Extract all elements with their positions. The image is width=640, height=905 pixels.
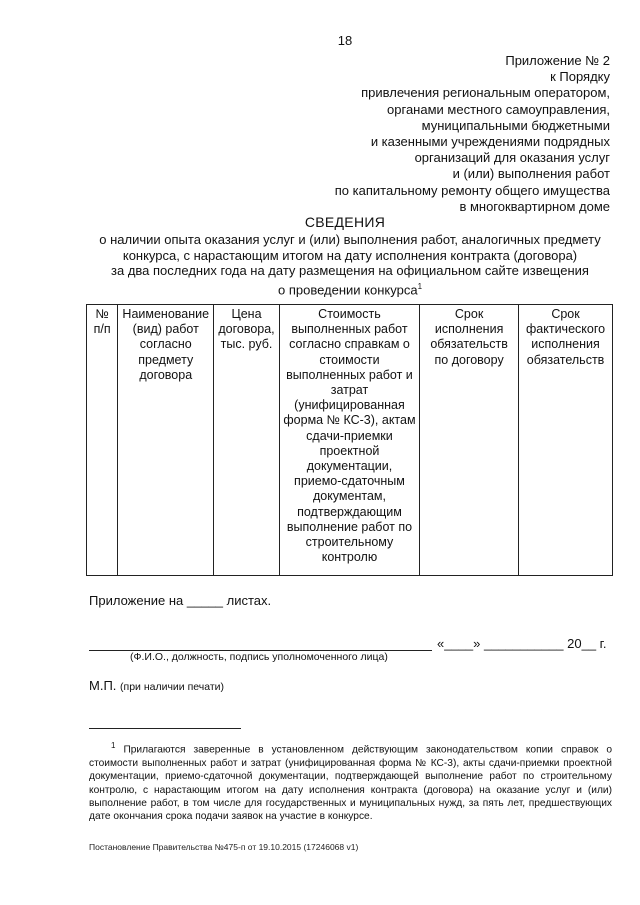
appendix-line: по капитальному ремонту общего имущества: [334, 182, 610, 198]
header-contract-price: Цена договора, тыс. руб.: [214, 305, 280, 576]
appendix-line: организаций для оказания услуг: [414, 150, 610, 166]
appendix-line: муниципальными бюджетными: [421, 117, 610, 133]
footnote-text: Прилагаются заверенные в установленном действующим законодательством копии справок о стоимости выполненных работ и затрат (унифицированная форма № КС-3), акты сдачи-приемки проектной документации, приемо-сдаточной документации, подтверждающей выполнение работ по строительному контролю, с нарастающим итогом на дату исполнения контракта (договора) на оказание услуг и (или) выполнение работ, в том числе для государственных и муниципальных нужд, за пять лет, предшествующих дате окончания срока подачи заявок на участие в конкурсе.: [89, 744, 612, 823]
document-subtitle: [60, 232, 640, 297]
subtitle-line: о проведении конкурса$^1$: [277, 281, 423, 297]
stamp-place: [89, 678, 224, 693]
appendix-line: Приложение № 2: [505, 53, 610, 68]
footnote-mark: 1: [111, 741, 116, 750]
stamp-label: М.П.: [89, 678, 117, 693]
page-number: 18: [337, 33, 353, 48]
stamp-note: (при наличии печати): [120, 681, 225, 693]
header-work-name: Наименование (вид) работ согласно предмету договора: [118, 305, 214, 576]
appendix-line: в многоквартирном доме: [459, 198, 610, 214]
subtitle-line: за два последних года на дату размещения на официальном сайте извещения: [111, 263, 589, 278]
footnote-ref: 1: [417, 281, 423, 291]
appendix-line: органами местного самоуправления,: [387, 101, 610, 117]
footnote: [89, 739, 612, 824]
table-header-row: [87, 305, 613, 576]
appendix-line: и казенными учреждениями подрядных: [370, 134, 610, 150]
attachment-text: Приложение на _____ листах.: [89, 593, 272, 608]
header-completed-cost: Стоимость выполненных работ согласно справкам о стоимости выполненных работ и затрат (унифицированная форма № КС-3), актам сдачи-приемки проектной документации, приемо-сдаточным документам, подтверждающим выполнение работ по строительному контролю: [279, 305, 419, 576]
appendix-line: привлечения региональным оператором,: [361, 85, 610, 101]
document-title: СВЕДЕНИЯ: [304, 214, 386, 230]
appendix-line: и (или) выполнения работ: [452, 166, 610, 182]
document-footer: Постановление Правительства №475-п от 19.10.2015 (17246068 v1): [89, 842, 359, 852]
appendix-header: [250, 53, 610, 215]
date-field: «____» ___________ 20__ г.: [437, 636, 607, 651]
header-actual-term: Срок фактического исполнения обязательств: [519, 305, 613, 576]
subtitle-line: конкурса, с нарастающим итогом на дату исполнения контракта (договора): [122, 247, 578, 263]
appendix-line: к Порядку: [550, 69, 610, 85]
footnote-divider: [89, 728, 241, 729]
experience-table: [86, 304, 613, 576]
subtitle-line: о наличии опыта оказания услуг и (или) выполнения работ, аналогичных предмету: [99, 232, 601, 247]
header-number: № п/п: [87, 305, 118, 576]
signature-caption: (Ф.И.О., должность, подпись уполномоченного лица): [130, 651, 388, 663]
header-contract-term: Срок исполнения обязательств по договору: [420, 305, 519, 576]
